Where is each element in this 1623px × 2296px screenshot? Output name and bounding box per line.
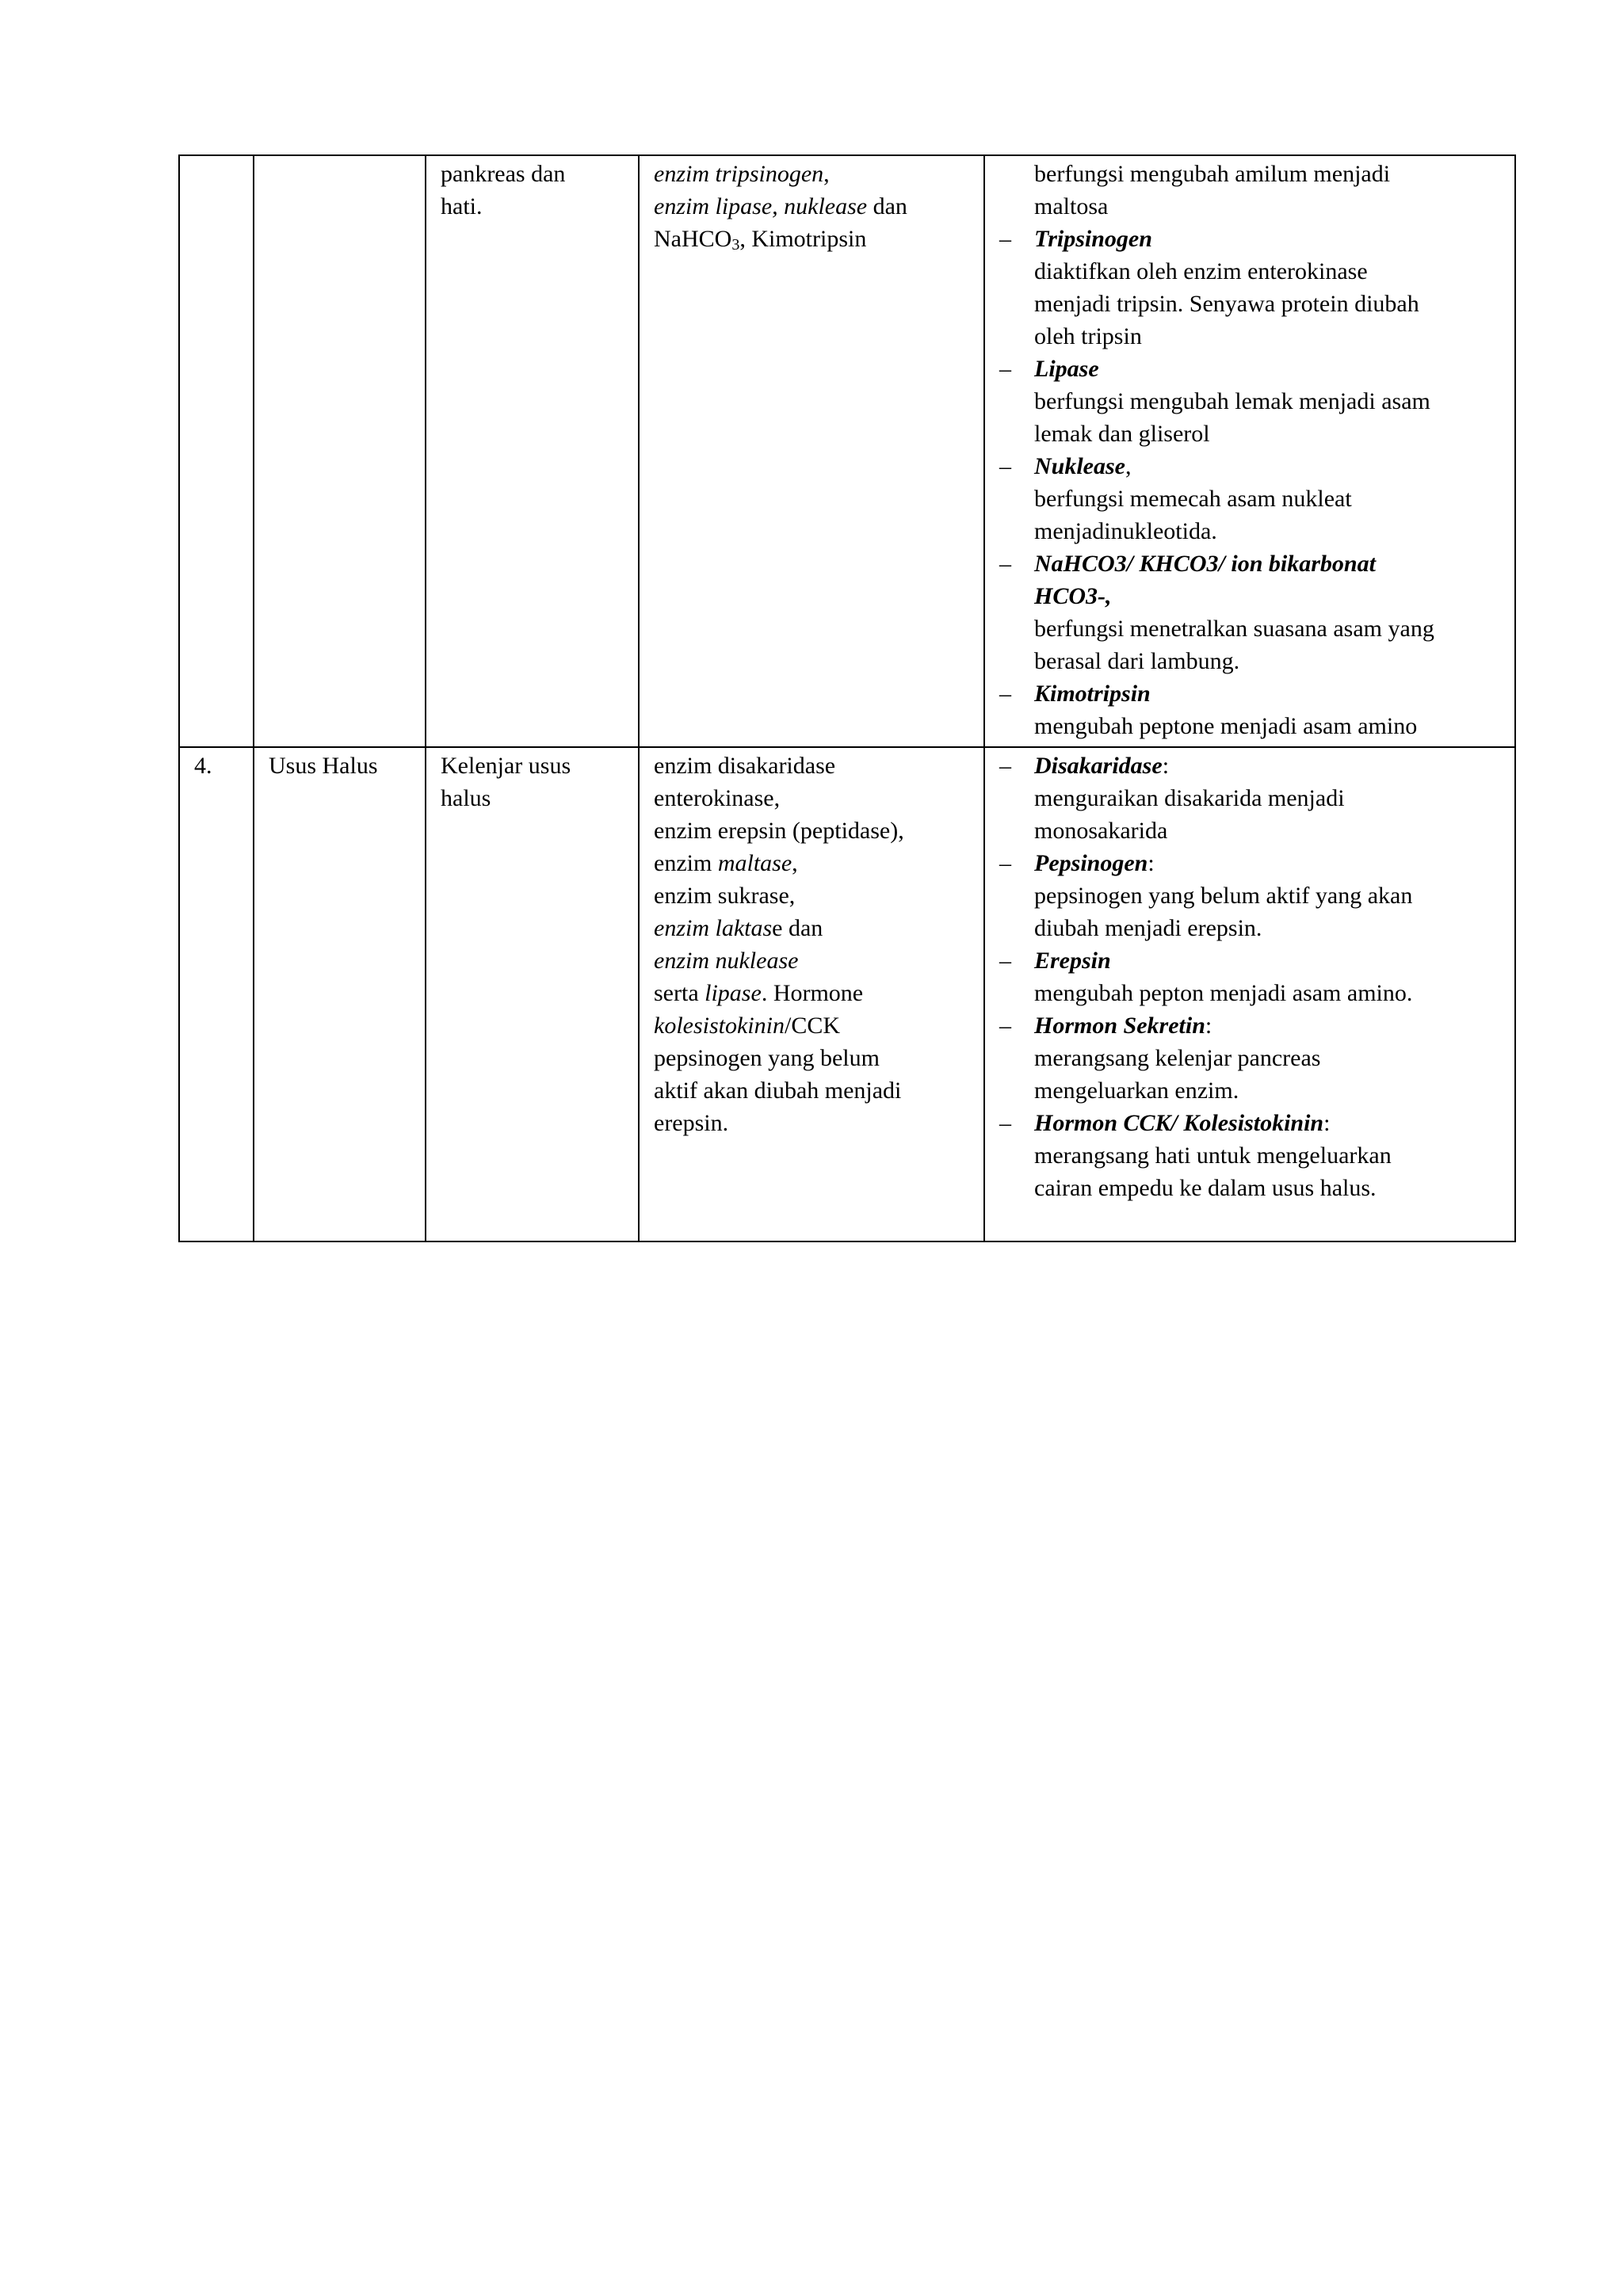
- function-desc: [999, 1139, 1514, 1172]
- cell-organ: [254, 747, 426, 1241]
- dash-bullet-icon: –: [999, 453, 1011, 479]
- function-name: Hormon CCK/ Kolesistokinin: [1034, 1110, 1324, 1136]
- function-desc: [999, 710, 1514, 742]
- enzyme-text: e dan: [772, 915, 823, 941]
- enzyme-line: [654, 814, 983, 847]
- function-desc-text: berfungsi mengubah amilum menjadi: [1034, 161, 1391, 187]
- enzyme-text: NaHCO: [654, 226, 732, 252]
- function-desc-text: berfungsi mengubah lemak menjadi asam: [1034, 388, 1430, 414]
- enzyme-text: enzim disakaridase: [654, 753, 836, 779]
- enzyme-text: enzim tripsinogen: [654, 161, 824, 187]
- gland-line: halus: [441, 785, 491, 811]
- function-name: Nuklease: [1034, 453, 1125, 479]
- function-item: [999, 677, 1514, 710]
- enzyme-text: lipase: [705, 980, 762, 1006]
- enzyme-text: enzim: [654, 850, 718, 876]
- enzyme-line: [654, 1042, 983, 1074]
- function-desc: [999, 977, 1514, 1009]
- digestive-table: [178, 154, 1516, 1242]
- function-item: [999, 353, 1514, 385]
- function-desc-text: merangsang hati untuk mengeluarkan: [1034, 1142, 1392, 1169]
- cell-gland: [426, 747, 639, 1241]
- function-desc-text: oleh tripsin: [1034, 323, 1142, 349]
- function-desc: [999, 1172, 1514, 1204]
- function-desc-text: berfungsi menetralkan suasana asam yang: [1034, 616, 1434, 642]
- function-desc-text: mengeluarkan enzim.: [1034, 1077, 1239, 1104]
- function-desc: [999, 1042, 1514, 1074]
- enzyme-text: pepsinogen yang belum: [654, 1045, 880, 1071]
- enzyme-text: erepsin.: [654, 1110, 729, 1136]
- function-desc-text: monosakarida: [1034, 818, 1168, 844]
- function-desc: [999, 814, 1514, 847]
- cell-functions: [984, 747, 1515, 1241]
- function-desc-text: mengubah peptone menjadi asam amino: [1034, 713, 1418, 739]
- function-desc-text: mengubah pepton menjadi asam amino.: [1034, 980, 1413, 1006]
- enzyme-line: [654, 879, 983, 912]
- enzyme-text: enterokinase,: [654, 785, 781, 811]
- function-item: [999, 1107, 1514, 1139]
- function-suffix: :: [1162, 753, 1170, 779]
- function-desc-text: berfungsi memecah asam nukleat: [1034, 486, 1352, 512]
- enzyme-text: . Hormone: [761, 980, 864, 1006]
- enzyme-line: [654, 190, 983, 223]
- gland-line: pankreas dan: [441, 161, 566, 187]
- function-name: Lipase: [1034, 356, 1099, 382]
- cell-organ: [254, 155, 426, 747]
- function-name-cont: [999, 580, 1514, 612]
- function-desc: [999, 158, 1514, 190]
- enzyme-text: serta: [654, 980, 705, 1006]
- function-desc-text: menguraikan disakarida menjadi: [1034, 785, 1345, 811]
- function-desc-text: cairan empedu ke dalam usus halus.: [1034, 1175, 1377, 1201]
- function-desc-text: berasal dari lambung.: [1034, 648, 1240, 674]
- enzyme-text: enzim lipase, nuklease: [654, 193, 868, 219]
- function-name: HCO3-,: [1034, 583, 1112, 609]
- dash-bullet-icon: –: [999, 226, 1011, 252]
- enzyme-line: [654, 847, 983, 879]
- function-name: Disakaridase: [1034, 753, 1163, 779]
- enzyme-text: kolesistokinin: [654, 1013, 785, 1039]
- function-suffix: :: [1148, 850, 1155, 876]
- enzyme-text: enzim erepsin (peptidase),: [654, 818, 904, 844]
- enzyme-text: maltase: [717, 850, 792, 876]
- function-desc: [999, 482, 1514, 515]
- function-suffix: :: [1323, 1110, 1331, 1136]
- function-item: [999, 847, 1514, 879]
- dash-bullet-icon: –: [999, 356, 1011, 382]
- function-desc: [999, 645, 1514, 677]
- enzyme-text: enzim sukrase,: [654, 883, 796, 909]
- function-desc-text: merangsang kelenjar pancreas: [1034, 1045, 1321, 1071]
- dash-bullet-icon: –: [999, 1013, 1011, 1039]
- function-list: [999, 749, 1514, 1204]
- cell-enzymes: [639, 747, 984, 1241]
- enzyme-text: aktif akan diubah menjadi: [654, 1077, 902, 1104]
- function-desc-text: pepsinogen yang belum aktif yang akan: [1034, 883, 1413, 909]
- enzyme-text: ,: [792, 850, 798, 876]
- function-desc-text: lemak dan gliserol: [1034, 421, 1210, 447]
- function-item: [999, 450, 1514, 482]
- function-desc-text: menjadi tripsin. Senyawa protein diubah: [1034, 291, 1419, 317]
- function-desc-text: menjadinukleotida.: [1034, 518, 1217, 544]
- enzyme-line: [654, 749, 983, 782]
- function-desc: [999, 190, 1514, 223]
- function-desc-text: diubah menjadi erepsin.: [1034, 915, 1262, 941]
- enzyme-text: , Kimotripsin: [739, 226, 867, 252]
- enzyme-text: dan: [867, 193, 907, 219]
- dash-bullet-icon: –: [999, 551, 1011, 577]
- dash-bullet-icon: –: [999, 753, 1011, 779]
- cell-gland: [426, 155, 639, 747]
- function-desc: [999, 288, 1514, 320]
- function-item: [999, 944, 1514, 977]
- function-suffix: :: [1205, 1013, 1212, 1039]
- function-desc-text: maltosa: [1034, 193, 1109, 219]
- dash-bullet-icon: –: [999, 948, 1011, 974]
- function-list: [999, 158, 1514, 742]
- organ-name: Usus Halus: [269, 753, 378, 779]
- function-item: [999, 749, 1514, 782]
- dash-bullet-icon: –: [999, 850, 1011, 876]
- function-desc: [999, 612, 1514, 645]
- function-name: Kimotripsin: [1034, 681, 1151, 707]
- table-row: [179, 747, 1515, 1241]
- function-name: Hormon Sekretin: [1034, 1013, 1205, 1039]
- enzyme-text: ,: [823, 161, 830, 187]
- table-row: [179, 155, 1515, 747]
- function-desc: [999, 782, 1514, 814]
- function-desc: [999, 912, 1514, 944]
- cell-functions: [984, 155, 1515, 747]
- enzyme-text: /CCK: [784, 1013, 841, 1039]
- dash-bullet-icon: –: [999, 1110, 1011, 1136]
- enzyme-line: [654, 944, 983, 977]
- function-item: [999, 223, 1514, 255]
- enzyme-line: [654, 912, 983, 944]
- enzyme-text: 3: [731, 236, 740, 254]
- cell-number: [179, 747, 254, 1241]
- enzyme-line: [654, 782, 983, 814]
- gland-line: hati.: [441, 193, 483, 219]
- function-name: Tripsinogen: [1034, 226, 1152, 252]
- function-desc-text: diaktifkan oleh enzim enterokinase: [1034, 258, 1368, 284]
- enzyme-line: [654, 223, 983, 255]
- function-desc: [999, 255, 1514, 288]
- enzyme-line: [654, 977, 983, 1009]
- function-desc: [999, 515, 1514, 547]
- function-desc: [999, 418, 1514, 450]
- function-desc: [999, 385, 1514, 418]
- dash-bullet-icon: –: [999, 681, 1011, 707]
- function-name: NaHCO3/ KHCO3/ ion bikarbonat: [1034, 551, 1376, 577]
- enzyme-text: enzim nuklease: [654, 948, 799, 974]
- row-number: 4.: [194, 753, 212, 779]
- enzyme-line: [654, 158, 983, 190]
- cell-number: [179, 155, 254, 747]
- function-item: [999, 1009, 1514, 1042]
- function-name: Pepsinogen: [1034, 850, 1148, 876]
- cell-enzymes: [639, 155, 984, 747]
- function-desc: [999, 879, 1514, 912]
- gland-line: Kelenjar usus: [441, 753, 571, 779]
- function-item: [999, 547, 1514, 580]
- enzyme-line: [654, 1107, 983, 1139]
- function-suffix: ,: [1125, 453, 1132, 479]
- enzyme-line: [654, 1074, 983, 1107]
- enzyme-text: enzim laktas: [654, 915, 773, 941]
- function-name: Erepsin: [1034, 948, 1111, 974]
- enzyme-line: [654, 1009, 983, 1042]
- function-desc: [999, 1074, 1514, 1107]
- function-desc: [999, 320, 1514, 353]
